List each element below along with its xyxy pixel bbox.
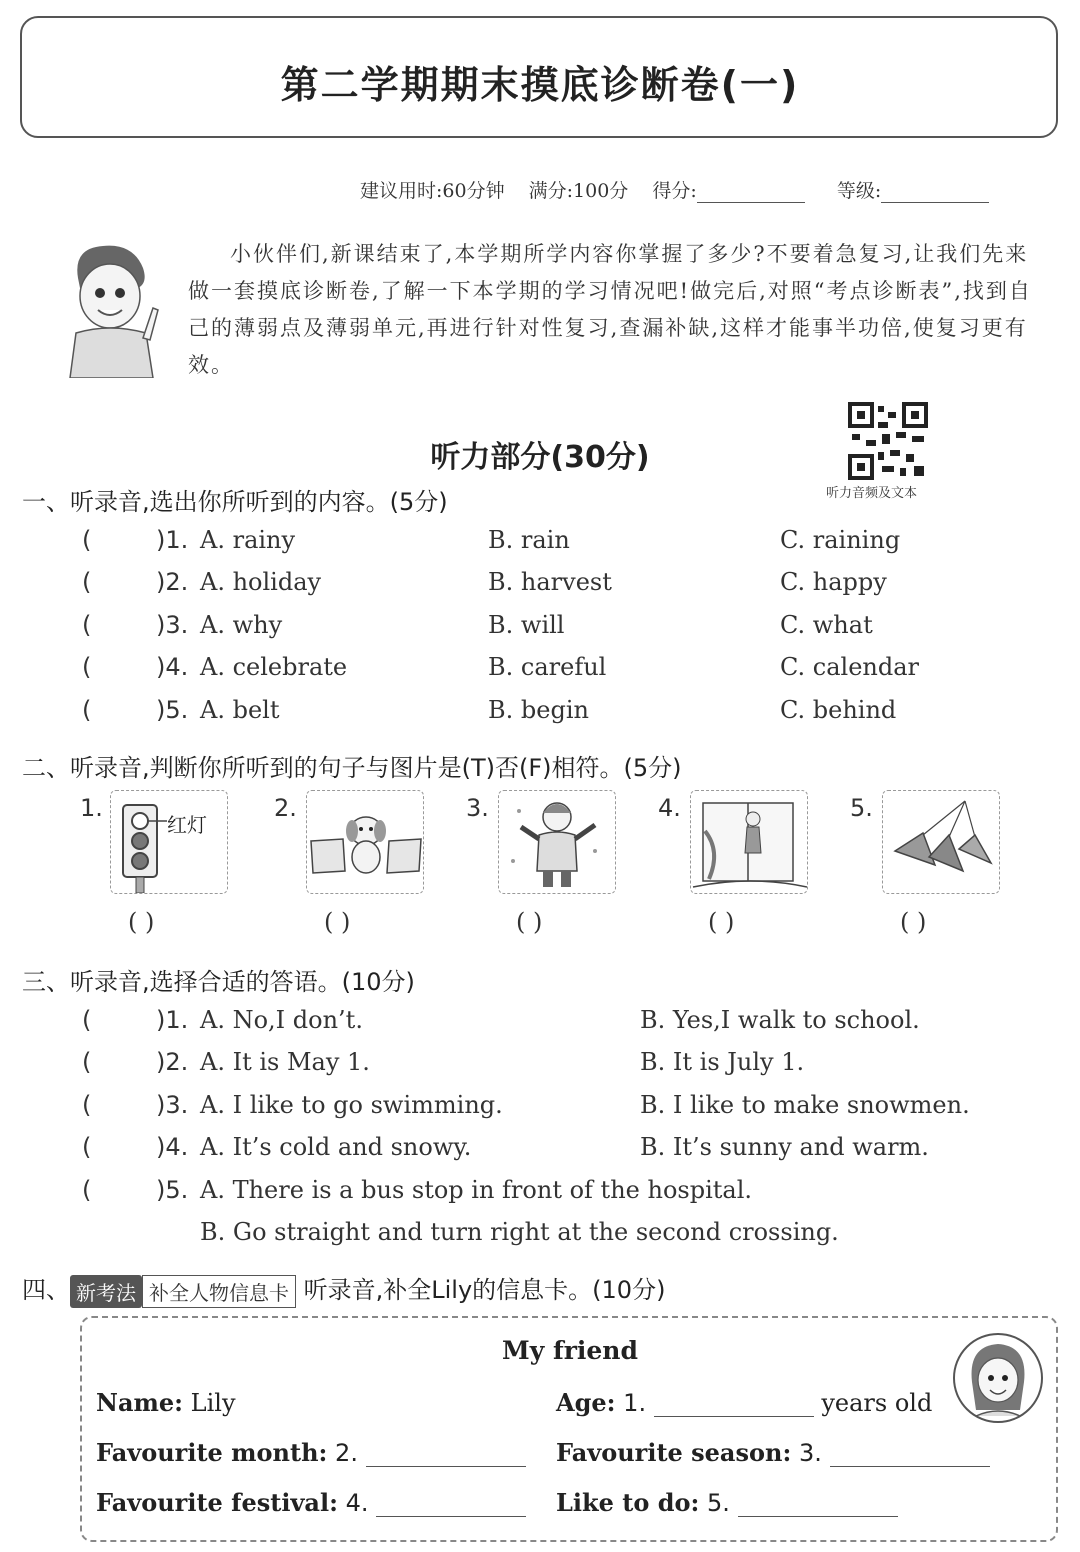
section1-heading: 一、听录音,选出你所听到的内容。(5分) xyxy=(22,488,448,516)
picture-number: 5. xyxy=(850,794,873,822)
picture-dog-boxes xyxy=(306,790,424,894)
item-number: )3. xyxy=(156,1091,189,1119)
answer-paren[interactable]: ( xyxy=(82,568,92,596)
picture-winter-child xyxy=(498,790,616,894)
time-suggestion: 建议用时:60分钟 xyxy=(360,180,505,202)
item-number: )4. xyxy=(156,653,189,681)
picture-girl-window xyxy=(690,790,808,894)
meta-row xyxy=(360,176,1007,203)
answer-paren[interactable]: ( ) xyxy=(324,908,351,936)
option-b: B. It’s sunny and warm. xyxy=(640,1133,929,1161)
section3-heading: 三、听录音,选择合适的答语。(10分) xyxy=(22,968,415,996)
answer-paren[interactable]: ( xyxy=(82,696,92,724)
grade-label: 等级: xyxy=(836,180,882,202)
girl-avatar xyxy=(950,1330,1046,1426)
option-a: A. belt xyxy=(200,696,280,724)
red-light-label: 红灯 xyxy=(167,813,207,837)
section4-heading xyxy=(22,1270,665,1308)
option-b: B. It is July 1. xyxy=(640,1048,805,1076)
option-b: B. will xyxy=(488,611,565,639)
option-b: B. rain xyxy=(488,526,570,554)
answer-paren[interactable]: ( ) xyxy=(900,908,927,936)
card-title: My friend xyxy=(502,1336,638,1365)
option-b: B. begin xyxy=(488,696,589,724)
answer-paren[interactable]: ( xyxy=(82,1133,92,1161)
option-a: A. It’s cold and snowy. xyxy=(200,1133,472,1161)
answer-paren[interactable]: ( ) xyxy=(708,908,735,936)
festival-field xyxy=(96,1488,526,1517)
option-c: C. raining xyxy=(780,526,901,554)
grade-blank[interactable] xyxy=(881,180,989,203)
option-a: A. I like to go swimming. xyxy=(200,1091,503,1119)
item-number: )4. xyxy=(156,1133,189,1161)
picture-number: 2. xyxy=(274,794,297,822)
answer-paren[interactable]: ( ) xyxy=(516,908,543,936)
score-blank[interactable] xyxy=(697,180,805,203)
season-number: 3. xyxy=(798,1439,822,1467)
option-a: A. No,I don’t. xyxy=(200,1006,363,1034)
section2-heading: 二、听录音,判断你所听到的句子与图片是(T)否(F)相符。(5分) xyxy=(22,754,682,782)
dog-between-boxes-icon xyxy=(307,791,424,894)
item-number: )1. xyxy=(156,1006,189,1034)
answer-paren[interactable]: ( xyxy=(82,653,92,681)
item-number: )3. xyxy=(156,611,189,639)
month-number: 2. xyxy=(335,1439,358,1467)
option-c: C. happy xyxy=(780,568,887,596)
page-title: 第二学期期末摸底诊断卷(一) xyxy=(280,63,800,107)
name-label: Name: xyxy=(96,1388,184,1417)
picture-zongzi xyxy=(882,790,1000,894)
option-c: C. calendar xyxy=(780,653,919,681)
age-label: Age: xyxy=(556,1388,616,1417)
answer-paren[interactable]: ( xyxy=(82,611,92,639)
option-a: A. It is May 1. xyxy=(200,1048,370,1076)
intro-paragraph: 小伙伴们,新课结束了,本学期所学内容你掌握了多少?不要着急复习,让我们先来做一套摸底诊断卷,了解一下本学期的学习情况吧!做完后,对照“考点诊断表”,找到自己的薄弱点及薄弱单元,再进行针对性复习,查漏补缺,这样才能事半功倍,使复习更有效。 xyxy=(188,242,1032,377)
like-blank[interactable] xyxy=(738,1490,898,1517)
answer-paren[interactable]: ( xyxy=(82,1091,92,1119)
question-type-badge: 补全人物信息卡 xyxy=(142,1275,296,1308)
child-in-snow-icon xyxy=(499,791,616,894)
age-number: 1. xyxy=(623,1389,647,1417)
month-field xyxy=(96,1438,526,1467)
month-blank[interactable] xyxy=(366,1440,526,1467)
section4-instruction: 听录音,补全Lily的信息卡。(10分) xyxy=(303,1276,666,1304)
new-format-badge: 新考法 xyxy=(70,1275,142,1308)
like-label: Like to do: xyxy=(556,1488,700,1517)
option-a: A. why xyxy=(200,611,283,639)
item-number: )5. xyxy=(156,1176,189,1204)
option-b: B. Go straight and turn right at the second crossing. xyxy=(200,1218,839,1246)
item-number: )1. xyxy=(156,526,189,554)
option-a: A. celebrate xyxy=(200,653,348,681)
picture-traffic-light xyxy=(110,790,228,894)
name-value: Lily xyxy=(190,1389,236,1417)
option-a: A. rainy xyxy=(200,526,296,554)
option-b: B. Yes,I walk to school. xyxy=(640,1006,920,1034)
option-c: C. what xyxy=(780,611,873,639)
score-label: 得分: xyxy=(652,180,697,202)
qr-caption: 听力音频及文本 xyxy=(826,486,918,501)
item-number: )5. xyxy=(156,696,189,724)
festival-blank[interactable] xyxy=(376,1490,526,1517)
item-number: )2. xyxy=(156,568,189,596)
zongzi-icon xyxy=(883,791,1000,894)
option-a: A. There is a bus stop in front of the hospital. xyxy=(200,1176,752,1204)
answer-paren[interactable]: ( xyxy=(82,1006,92,1034)
festival-number: 4. xyxy=(345,1489,369,1517)
boy-illustration xyxy=(58,238,168,378)
listening-section-title: 听力部分(30分) xyxy=(430,440,650,475)
answer-paren[interactable]: ( xyxy=(82,526,92,554)
festival-label: Favourite festival: xyxy=(96,1488,338,1517)
age-suffix: years old xyxy=(821,1389,933,1417)
picture-number: 4. xyxy=(658,794,681,822)
option-c: C. behind xyxy=(780,696,897,724)
section4-prefix: 四、 xyxy=(22,1276,70,1304)
option-a: A. holiday xyxy=(200,568,322,596)
like-number: 5. xyxy=(706,1489,730,1517)
answer-paren[interactable]: ( xyxy=(82,1048,92,1076)
answer-paren[interactable]: ( ) xyxy=(128,908,155,936)
full-score: 满分:100分 xyxy=(528,180,629,202)
item-number: )2. xyxy=(156,1048,189,1076)
season-field xyxy=(556,1438,990,1467)
name-field xyxy=(96,1388,236,1417)
age-field xyxy=(556,1388,932,1417)
season-label: Favourite season: xyxy=(556,1438,792,1467)
season-blank[interactable] xyxy=(830,1440,990,1467)
option-b: B. careful xyxy=(488,653,607,681)
picture-number: 1. xyxy=(80,794,103,822)
age-blank[interactable] xyxy=(654,1390,814,1417)
month-label: Favourite month: xyxy=(96,1438,328,1467)
picture-number: 3. xyxy=(466,794,489,822)
girl-at-window-icon xyxy=(691,791,808,894)
option-b: B. harvest xyxy=(488,568,612,596)
like-field xyxy=(556,1488,898,1517)
answer-paren[interactable]: ( xyxy=(82,1176,92,1204)
traffic-light-icon xyxy=(111,791,228,894)
option-b: B. I like to make snowmen. xyxy=(640,1091,970,1119)
